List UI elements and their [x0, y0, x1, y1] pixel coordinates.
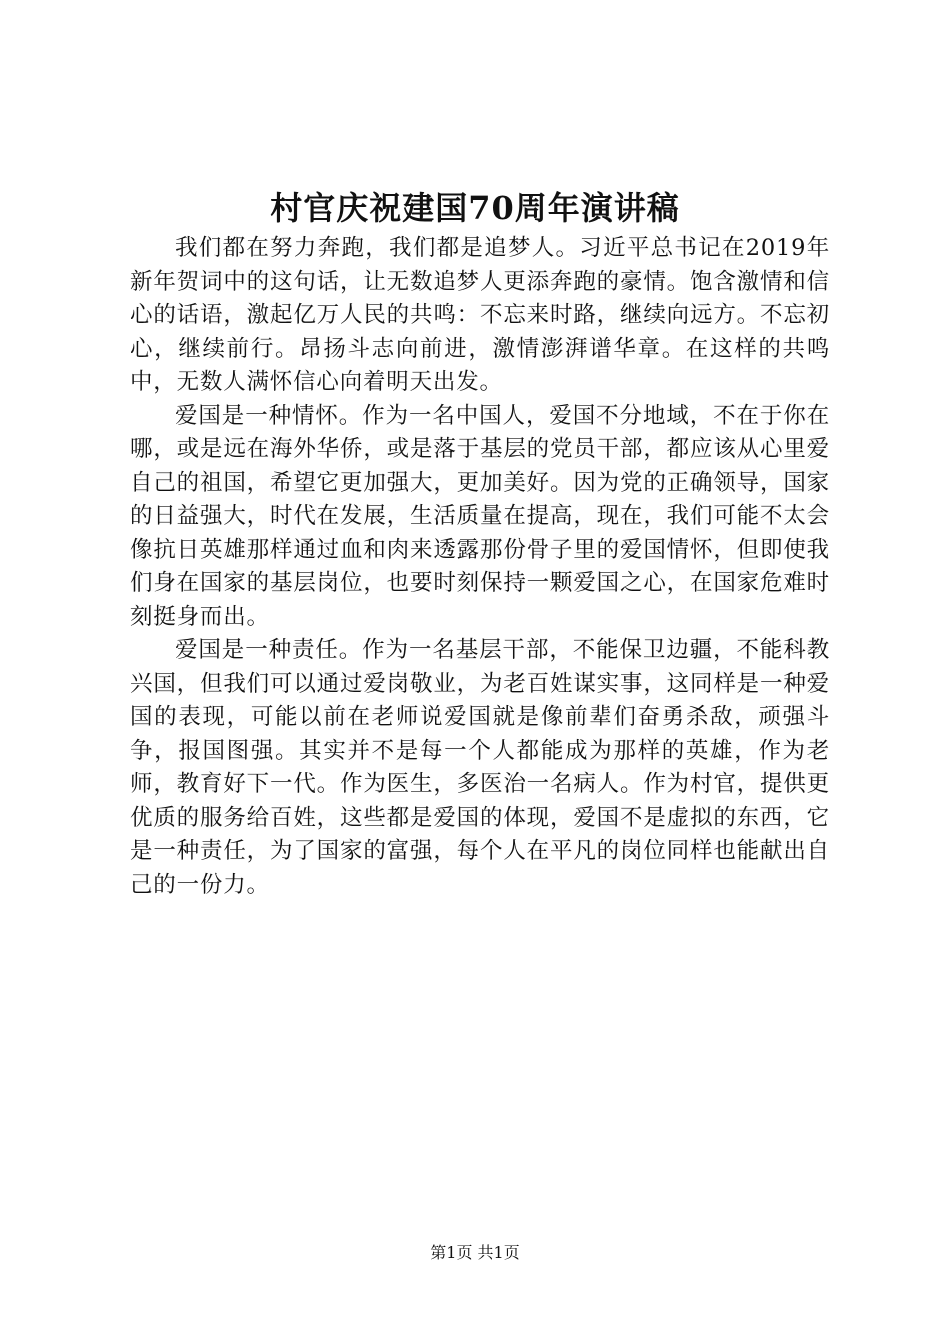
- document-title: 村官庆祝建国70周年演讲稿: [270, 189, 680, 227]
- document-body: [130, 232, 830, 902]
- paragraph-2: 爱国是一种情怀。作为一名中国人，爱国不分地域，不在于你在哪，或是远在海外华侨，或是落于基层的党员干部，都应该从心里爱自己的祖国，希望它更加强大，更加美好。因为党的正确领导，国家的日益强大，时代在发展，生活质量在提高，现在，我们可能不太会像抗日英雄那样通过血和肉来透露那份骨子里的爱国情怀，但即使我们身在国家的基层岗位，也要时刻保持一颗爱国之心，在国家危难时刻挺身而出。: [130, 402, 830, 630]
- paragraph-1: 我们都在努力奔跑，我们都是追梦人。习近平总书记在2019年新年贺词中的这句话，让无数追梦人更添奔跑的豪情。饱含激情和信心的话语，激起亿万人民的共鸣：不忘来时路，继续向远方。不忘初心，继续前行。昂扬斗志向前进，激情澎湃谱华章。在这样的共鸣中，无数人满怀信心向着明天出发。: [130, 235, 830, 395]
- paragraph-3: 爱国是一种责任。作为一名基层干部，不能保卫边疆，不能科教兴国，但我们可以通过爱岗敬业，为老百姓谋实事，这同样是一种爱国的表现，可能以前在老师说爱国就是像前辈们奋勇杀敌，顽强斗争，报国图强。其实并不是每一个人都能成为那样的英雄，作为老师，教育好下一代。作为医生，多医治一名病人。作为村官，提供更优质的服务给百姓，这些都是爱国的体现，爱国不是虚拟的东西，它是一种责任，为了国家的富强，每个人在平凡的岗位同样也能献出自己的一份力。: [130, 637, 830, 898]
- page-footer: 第1页 共1页: [430, 1243, 520, 1262]
